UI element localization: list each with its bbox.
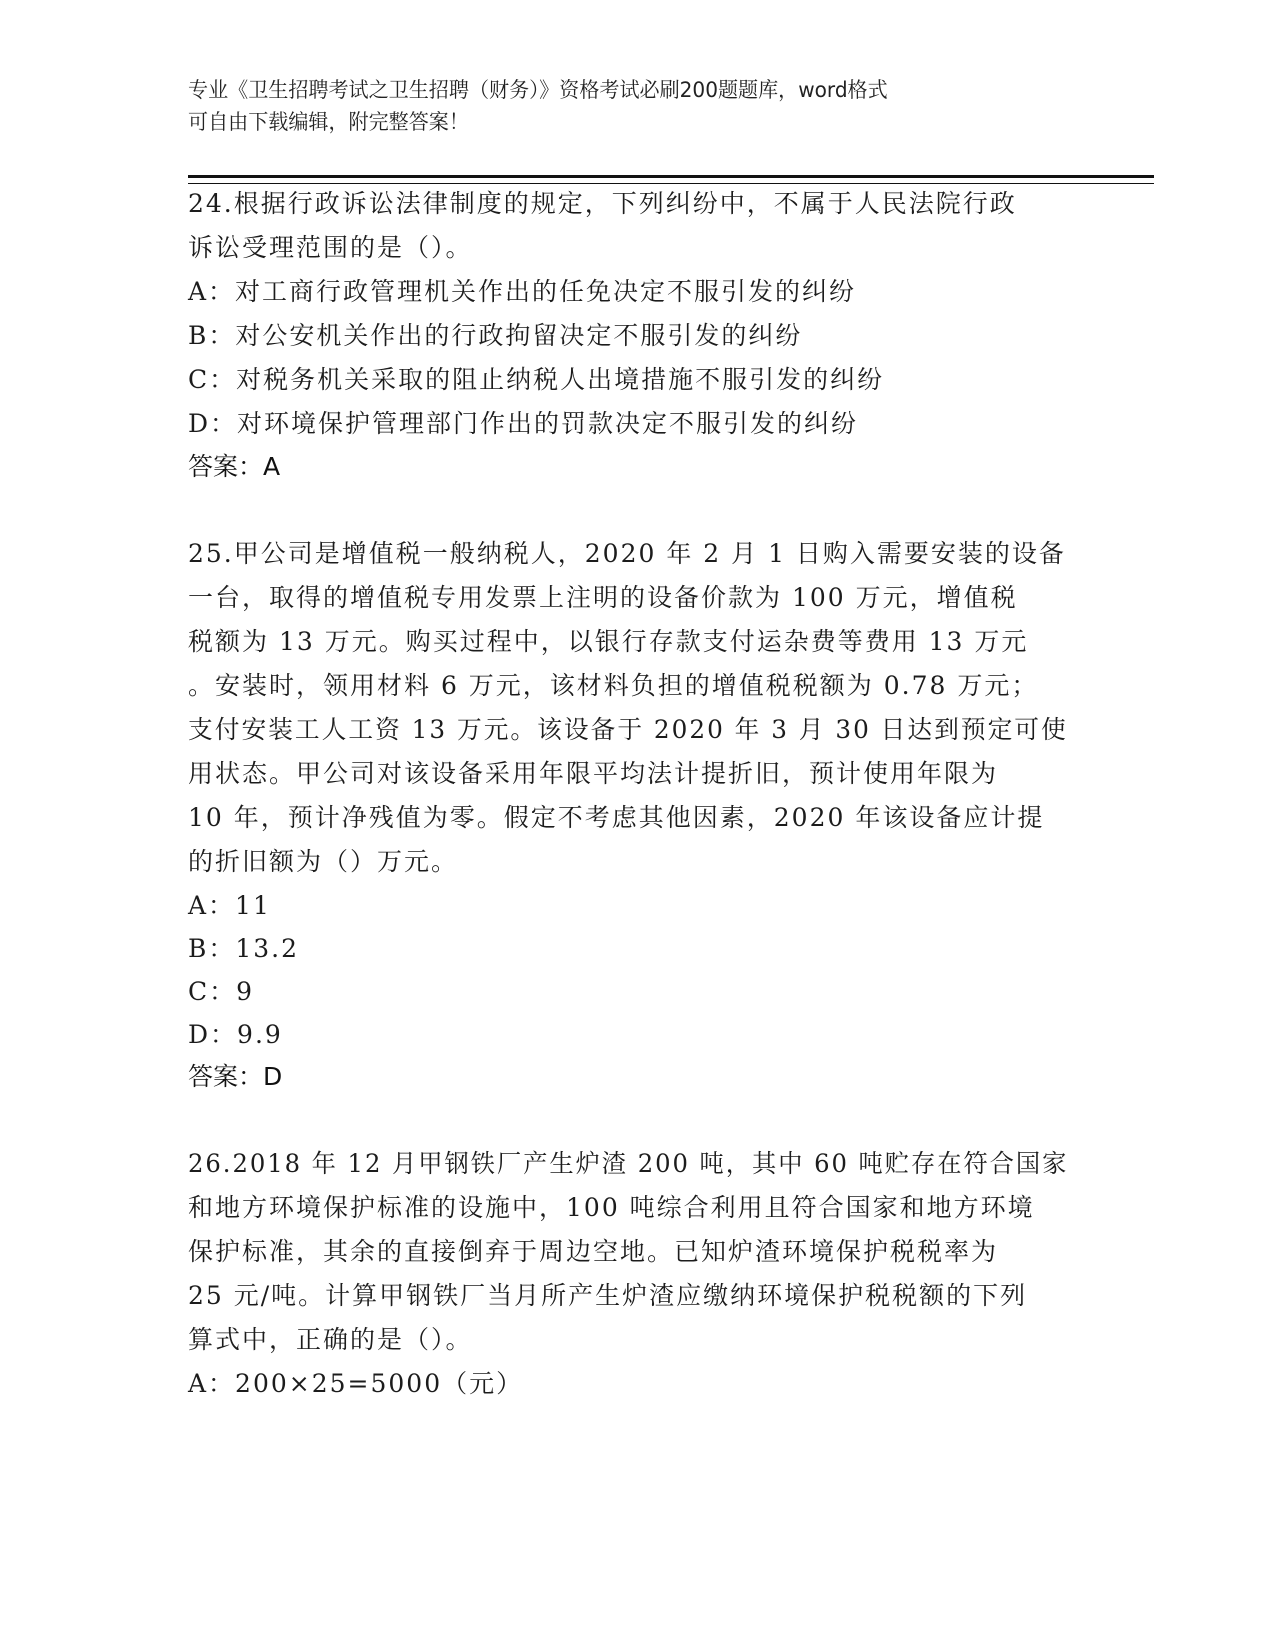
q24-option-a: A：对工商行政管理机关作出的任免决定不服引发的纠纷 (188, 277, 857, 306)
q25-stem-line-6: 用状态。甲公司对该设备采用年限平均法计提折旧，预计使用年限为 (188, 759, 999, 788)
q24-stem-line-2: 诉讼受理范围的是（）。 (188, 233, 473, 262)
q24-option-d: D：对环境保护管理部门作出的罚款决定不服引发的纠纷 (188, 409, 859, 438)
q25-stem-line-7: 10 年，预计净残值为零。假定不考虑其他因素，2020 年该设备应计提 (188, 803, 1045, 832)
q26-stem-line-4: 25 元/吨。计算甲钢铁厂当月所产生炉渣应缴纳环境保护税税额的下列 (188, 1281, 1028, 1310)
q25-option-b: B：13.2 (188, 934, 300, 963)
q26-stem-line-5: 算式中，正确的是（）。 (188, 1325, 473, 1354)
q24-option-c: C：对税务机关采取的阻止纳税人出境措施不服引发的纠纷 (188, 365, 885, 394)
q25-stem-line-4: 。安装时，领用材料 6 万元，该材料负担的增值税税额为 0.78 万元； (188, 671, 1039, 700)
q26-stem-line-2: 和地方环境保护标准的设施中，100 吨综合利用且符合国家和地方环境 (188, 1193, 1035, 1222)
q24-stem-line-1: 24.根据行政诉讼法律制度的规定，下列纠纷中，不属于人民法院行政 (188, 189, 1017, 218)
q24-answer: 答案：A (188, 452, 281, 481)
q25-stem-line-2: 一台，取得的增值税专用发票上注明的设备价款为 100 万元，增值税 (188, 583, 1018, 612)
q25-stem-line-1: 25.甲公司是增值税一般纳税人，2020 年 2 月 1 日购入需要安装的设备 (188, 539, 1066, 568)
header-line-1: 专业《卫生招聘考试之卫生招聘（财务）》资格考试必刷200题题库，word格式 (188, 78, 888, 102)
document-header (188, 74, 1088, 138)
q25-option-d: D：9.9 (188, 1020, 283, 1049)
q26-stem-line-1: 26.2018 年 12 月甲钢铁厂产生炉渣 200 吨，其中 60 吨贮存在符合国家 (188, 1149, 1069, 1178)
q25-stem-line-8: 的折旧额为（）万元。 (188, 847, 459, 876)
q25-stem-line-3: 税额为 13 万元。购买过程中，以银行存款支付运杂费等费用 13 万元 (188, 627, 1029, 656)
q24-option-b: B：对公安机关作出的行政拘留决定不服引发的纠纷 (188, 321, 803, 350)
q25-stem-line-5: 支付安装工人工资 13 万元。该设备于 2020 年 3 月 30 日达到预定可使 (188, 715, 1068, 744)
header-line-2: 可自由下载编辑，附完整答案！ (188, 110, 469, 134)
header-divider-thick (188, 175, 1154, 178)
q25-answer: 答案：D (188, 1062, 283, 1091)
q26-stem-line-3: 保护标准，其余的直接倒弃于周边空地。已知炉渣环境保护税税率为 (188, 1237, 999, 1266)
q25-option-a: A：11 (188, 891, 271, 920)
q25-option-c: C：9 (188, 977, 255, 1006)
q26-option-a: A：200×25=5000（元） (188, 1369, 524, 1398)
